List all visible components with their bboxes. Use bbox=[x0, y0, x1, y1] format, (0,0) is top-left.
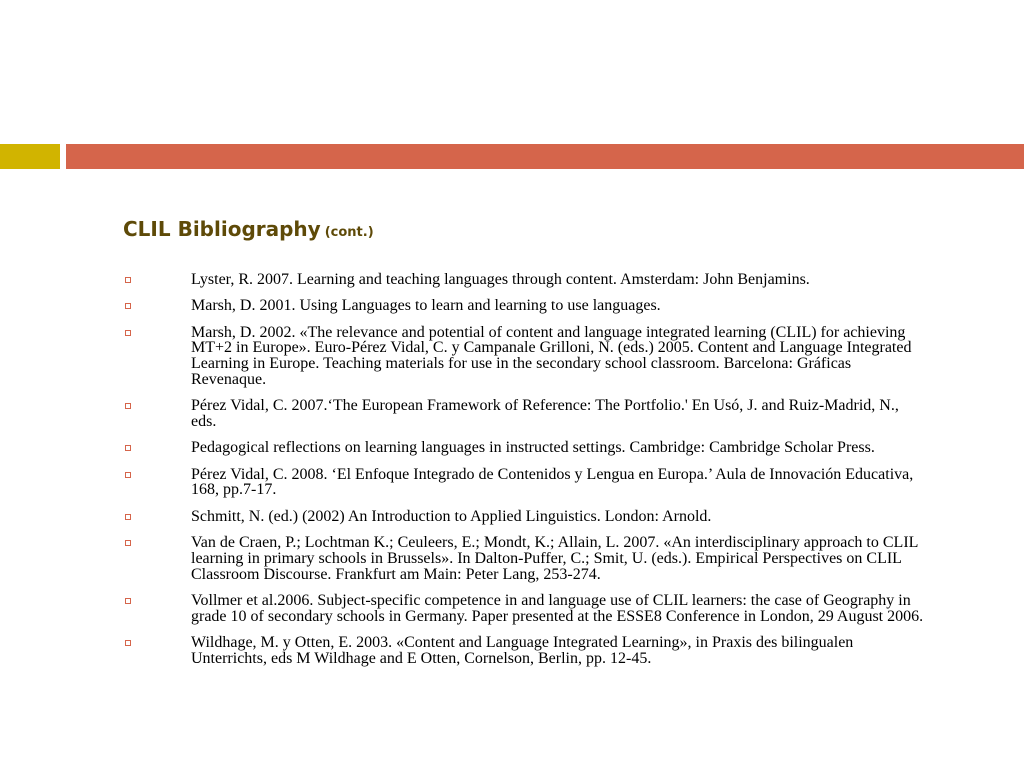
hollow-square-bullet-icon bbox=[125, 540, 131, 546]
bibliography-item-text: Marsh, D. 2001. Using Languages to learn and learning to use languages. bbox=[191, 297, 661, 315]
bibliography-item-text: Pérez Vidal, C. 2008. ‘El Enfoque Integrado de Contenidos y Lengua en Europa.’ Aula de Innovación Educativa, 168, pp.7-17. bbox=[191, 465, 914, 499]
bibliography-item bbox=[123, 509, 928, 525]
slide-title-main: CLIL Bibliography bbox=[123, 217, 321, 241]
slide-title-sub: (cont.) bbox=[324, 225, 374, 240]
bibliography-item-text: Vollmer et al.2006. Subject-specific competence in and language use of CLIL learners: the case of Geography in grade 10 of secondary schools in Germany. Paper presented at the ESSE8 Conference in London, 29 August 2006. bbox=[191, 591, 924, 625]
bibliography-item-text: Pérez Vidal, C. 2007.‘The European Framework of Reference: The Portfolio.' En Usó, J. and Ruiz-Madrid, N., eds. bbox=[191, 397, 899, 431]
bibliography-item-text: Schmitt, N. (ed.) (2002) An Introduction to Applied Linguistics. London: Arnold. bbox=[191, 507, 712, 525]
bibliography-item-text: Lyster, R. 2007. Learning and teaching languages through content. Amsterdam: John Benjamins. bbox=[191, 271, 810, 288]
hollow-square-bullet-icon bbox=[125, 472, 131, 478]
bibliography-item-text: Pedagogical reflections on learning languages in instructed settings. Cambridge: Cambridge Scholar Press. bbox=[191, 439, 875, 457]
bibliography-item bbox=[123, 467, 928, 499]
bibliography-item bbox=[123, 325, 928, 388]
hollow-square-bullet-icon bbox=[125, 303, 131, 309]
accent-band-right bbox=[66, 144, 1024, 169]
hollow-square-bullet-icon bbox=[125, 640, 131, 646]
bibliography-item-text: Wildhage, M. y Otten, E. 2003. «Content and Language Integrated Learning», in Praxis des bilingualen Unterrichts, eds M Wildhage and E Otten, Cornelson, Berlin, pp. 12-45. bbox=[191, 634, 854, 667]
hollow-square-bullet-icon bbox=[125, 330, 131, 336]
bibliography-item bbox=[123, 535, 928, 582]
hollow-square-bullet-icon bbox=[125, 445, 131, 451]
bibliography-item bbox=[123, 398, 928, 430]
bibliography-item bbox=[123, 593, 928, 625]
bibliography-item bbox=[123, 298, 928, 314]
bibliography-item bbox=[123, 635, 928, 667]
bibliography-item-text: Marsh, D. 2002. «The relevance and potential of content and language integrated learning (CLIL) for achieving MT+2 in Europe». Euro-Pérez Vidal, C. y Campanale Grilloni, N. (eds.) 2005. Content and Language Integrated Learning in Europe. Teaching materials for use in the secondary school classroom. Barcelona: Gráficas Revenaque. bbox=[191, 323, 912, 388]
slide-title bbox=[123, 215, 374, 247]
hollow-square-bullet-icon bbox=[125, 514, 131, 520]
hollow-square-bullet-icon bbox=[125, 277, 131, 283]
hollow-square-bullet-icon bbox=[125, 598, 131, 604]
accent-band-left bbox=[0, 144, 60, 169]
hollow-square-bullet-icon bbox=[125, 403, 131, 409]
bibliography-item bbox=[123, 440, 928, 456]
bibliography-item bbox=[123, 272, 928, 288]
bibliography-item-text: Van de Craen, P.; Lochtman K.; Ceuleers, E.; Mondt, K.; Allain, L. 2007. «An interdisciplinary approach to CLIL learning in primary schools in Brussels». In Dalton-Puffer, C.; Smit, U. (eds.). Empirical Perspectives on CLIL Classroom Discourse. Frankfurt am Main: Peter Lang, 253-274. bbox=[191, 534, 918, 583]
bibliography-list bbox=[123, 272, 928, 677]
